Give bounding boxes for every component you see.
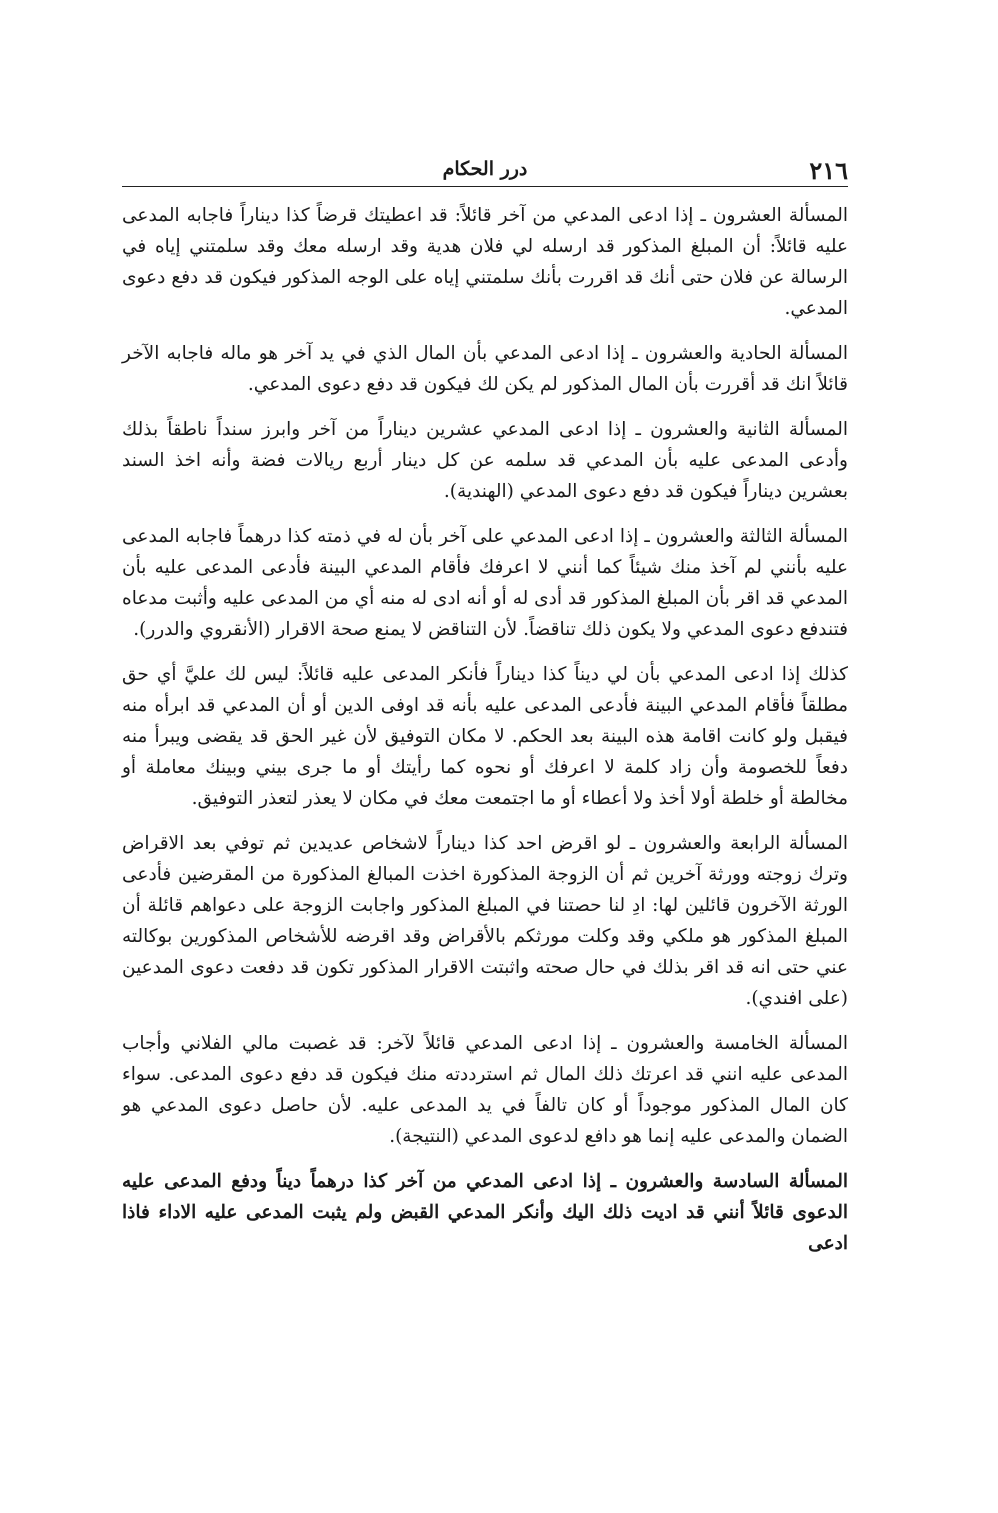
page-header	[122, 152, 848, 186]
running-title: درر الحكام	[442, 158, 528, 180]
paragraph-23: المسألة الثالثة والعشرون ـ إذا ادعى المدعي على آخر بأن له في ذمته كذا درهماً فاجابه المدعى عليه بأنني لم آخذ منك شيئاً كما أنني لا اعرفك فأقام المدعي البينة فأدعى المدعى عليه بأن المدعي قد اقر بأن المبلغ المذكور قد أدى له أو أنه ادى له منه أي من المدعى عليه وأثبت مدعاه فتندفع دعوى المدعي ولا يكون ذلك تناقضاً. لأن التناقض لا يمنع صحة الاقرار (الأنقروي والدرر).	[122, 526, 848, 640]
page-number: ٢١٦	[809, 156, 848, 185]
body-text	[122, 200, 848, 1273]
paragraph-22: المسألة الثانية والعشرون ـ إذا ادعى المدعي عشرين ديناراً من آخر وابرز سنداً ناطقاً بذلك وأدعى المدعى عليه بأن المدعي قد سلمه عن كل دينار أربع ريالات فضة وأنه اخذ السند بعشرين ديناراً فيكون قد دفع دعوى المدعي (الهندية).	[122, 419, 848, 502]
paragraph-26: المسألة السادسة والعشرون ـ إذا ادعى المدعي من آخر كذا درهماً ديناً ودفع المدعى عليه الدعوى قائلاً أنني قد اديت ذلك اليك وأنكر المدعي القبض ولم يثبت المدعى عليه الاداء فاذا ادعى	[122, 1171, 848, 1254]
paragraph-20: المسألة العشرون ـ إذا ادعى المدعي من آخر قائلاً: قد اعطيتك قرضاً كذا ديناراً فاجابه المدعى عليه قائلاً: أن المبلغ المذكور قد ارسله لي فلان هدية وقد ارسله معك وقد سلمتني إياه في الرسالة عن فلان حتى أنك قد اقررت بأنك سلمتني إياه على الوجه المذكور فيكون قد دفع دعوى المدعي.	[122, 205, 848, 319]
paragraph-24: المسألة الرابعة والعشرون ـ لو اقرض احد كذا ديناراً لاشخاص عديدين ثم توفي بعد الاقراض وترك زوجته وورثة آخرين ثم أن الزوجة المذكورة اخذت المبالغ المذكورة من المقرضين فأدعى الورثة الآخرون قائلين لها: ادِ لنا حصتنا في المبلغ المذكور واجابت الزوجة على دعواهم قائلة أن المبلغ المذكور هو ملكي وقد وكلت مورثكم بالأقراض وقد اقرضه للأشخاص المذكورين بوكالته عني حتى انه قد اقر بذلك في حال صحته واثبتت الاقرار المذكور تكون قد دفعت دعوى المدعين (على افندي).	[122, 833, 848, 1009]
header-rule	[122, 186, 848, 187]
paragraph-21: المسألة الحادية والعشرون ـ إذا ادعى المدعي بأن المال الذي في يد آخر هو ماله فاجابه الآخر قائلاً انك قد أقررت بأن المال المذكور لم يكن لك فيكون قد دفع دعوى المدعي.	[122, 343, 848, 395]
paragraph-23-continued: كذلك إذا ادعى المدعي بأن لي ديناً كذا ديناراً فأنكر المدعى عليه قائلاً: ليس لك عليَّ أي حق مطلقاً فأقام المدعي البينة فأدعى المدعى عليه بأنه قد اوفى الدين أو أن المدعي قد ابرأه منه فيقبل ولو كانت اقامة هذه البينة بعد الحكم. لا مكان التوفيق لأن غير الحق قد يقضى ويبرأ منه دفعاً للخصومة وأن زاد كلمة لا اعرفك أو نحوه كما رأيتك أو ما جرى بيني وبينك معاملة أو مخالطة أو خلطة أولا أخذ ولا أعطاء أو ما اجتمعت معك في مكان لا يعذر لتعذر التوفيق.	[122, 664, 848, 809]
paragraph-25: المسألة الخامسة والعشرون ـ إذا ادعى المدعي قائلاً لآخر: قد غصبت مالي الفلاني وأجاب المدعى عليه انني قد اعرتك ذلك المال ثم استرددته منك فيكون قد دفع دعوى المدعى. سواء كان المال المذكور موجوداً أو كان تالفاً في يد المدعى عليه. لأن حاصل دعوى المدعي هو الضمان والمدعى عليه إنما هو دافع لدعوى المدعي (النتيجة).	[122, 1033, 848, 1147]
